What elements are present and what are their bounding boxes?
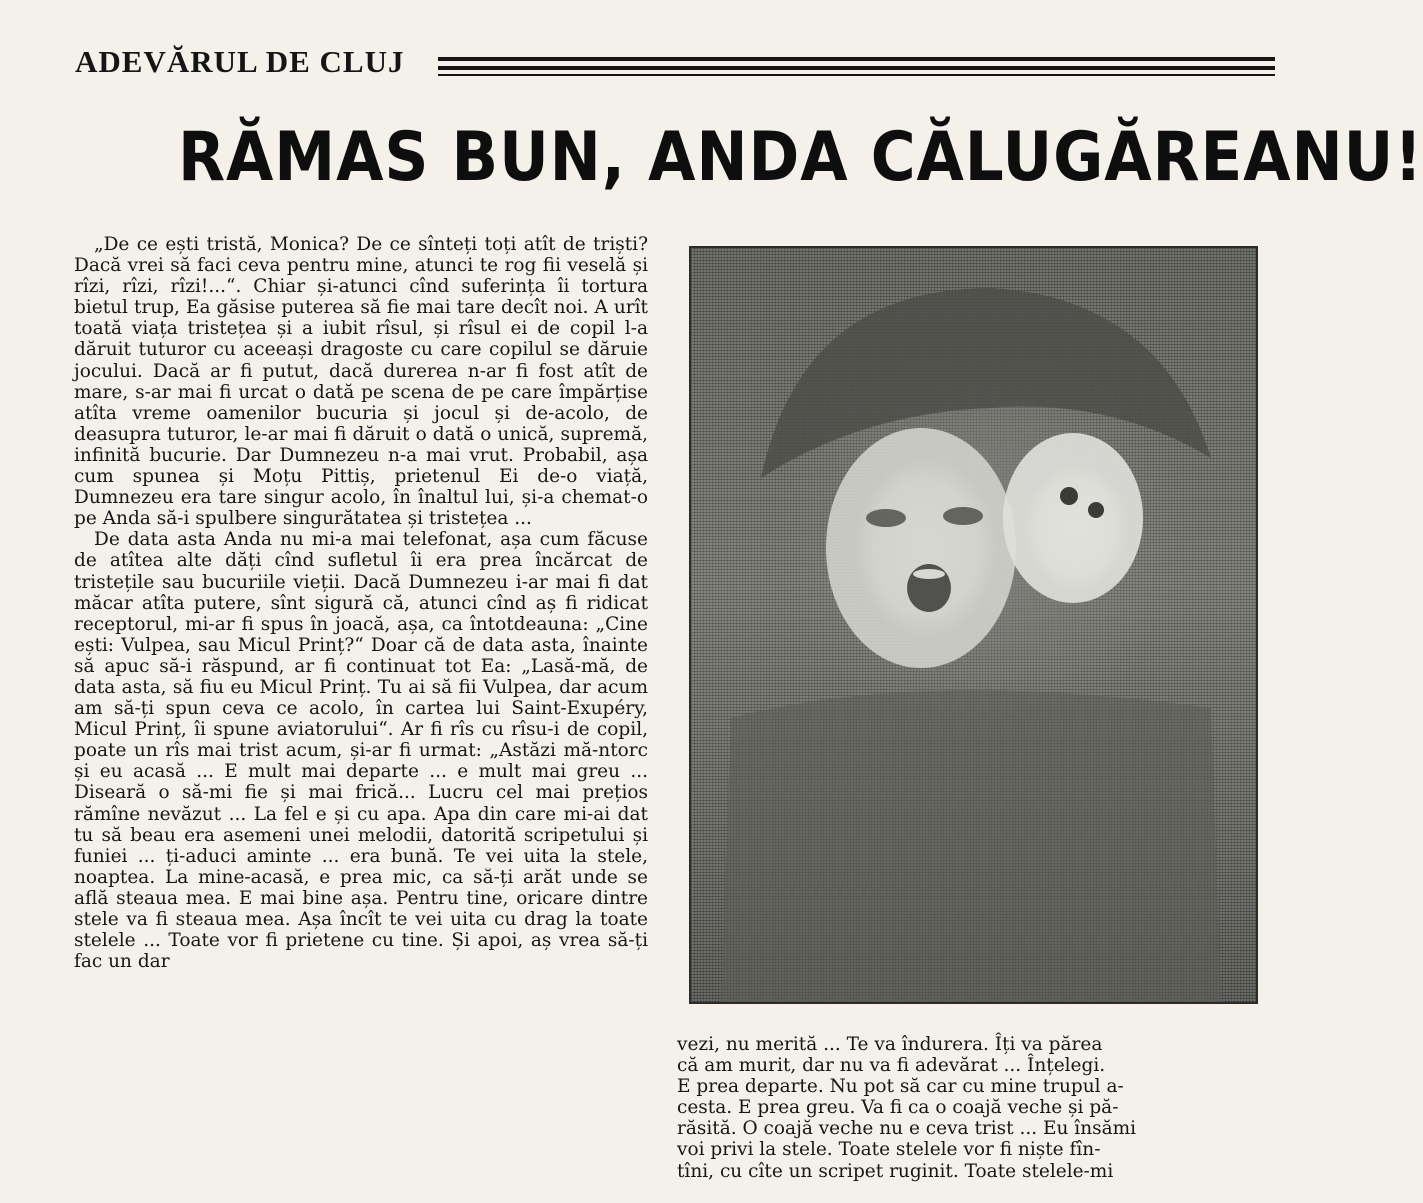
masthead-rule: [438, 57, 1275, 61]
article-line: răsită. O coajă veche nu e ceva trist ... Eu însămi: [677, 1118, 1137, 1140]
article-line: cesta. E prea greu. Va fi ca o coajă veche și pă-: [677, 1097, 1119, 1119]
article-line: E prea departe. Nu pot să car cu mine trupul a-: [677, 1076, 1124, 1098]
article-left-column: [74, 234, 648, 972]
article-line: tîni, cu cîte un scripet ruginit. Toate stelele-mi: [677, 1160, 1114, 1182]
article-line: că am murit, dar nu va fi adevărat ... Înțelegi.: [677, 1055, 1106, 1077]
article-line: voi privi la stele. Toate stelele vor fi niște fîn-: [677, 1139, 1101, 1161]
article-paragraph: „De ce ești tristă, Monica? De ce sînteți toți atît de triști? Dacă vrei să faci ceva pentru mine, atunci te rog fii veselă și rîzi, rîzi, rîzi!...“. Chiar și-atunci cînd suferința îi tortura bietul trup, Ea găsise puterea să fie mai tare decît noi. A urît toată viața tristețea și a iubit rîsul, și rîsul ei de copil l-a dăruit tuturor cu aceeași dragoste cu care copilul se dăruie jocului. Dacă ar fi putut, dacă durerea n-ar fi fost atît de mare, s-ar mai fi urcat o dată pe scena de pe care împărțise atîta vreme oamenilor bucuria și jocul și de-acolo, de deasupra tuturor, le-ar mai fi dăruit o dată o unică, supremă, infinită bucurie. Dar Dumnezeu n-a mai vrut. Probabil, așa cum spunea și Moțu Pittiș, prietenul Ei de-o viață, Dumnezeu era tare singur acolo, în înaltul lui, și-a chemat-o pe Anda să-i spulbere singurătatea și tristețea ...: [74, 234, 648, 530]
article-paragraph: De data asta Anda nu mi-a mai telefonat, așa cum făcuse de atîtea alte dăți cînd sufletul îi era prea încărcat de tristețile sau bucuriile vieții. Dacă Dumnezeu i-ar mai fi dat măcar atîta putere, sînt sigură că, atunci cînd aș fi ridicat receptorul, mi-ar fi spus în joacă, așa, ca întotdeauna: „Cine ești: Vulpea, sau Micul Prinț?“ Doar că de data asta, înainte să apuc să-i răspund, ar fi continuat tot Ea: „Lasă-mă, de data asta, să fiu eu Micul Prinț. Tu ai să fii Vulpea, dar acum am să-ți spun ceva ce acolo, în cartea lui Saint-Exupéry, Micul Prinț, îi spune aviatorului“. Ar fi rîs cu rîsu-i de copil, poate un rîs mai trist acum, și-ar fi urmat: „Astăzi mă-ntorc și eu acasă ... E mult mai departe ... e mult mai greu ... Diseară o să-mi fie și mai frică... Lucru cel mai prețios rămîne nevăzut ... La fel e și cu apa. Apa din care mi-ai dat tu să beau era asemeni unei melodii, datorită scripetului și funiei ... ți-aduci aminte ... era bună. Te vei uita la stele, noaptea. La mine-acasă, e prea mic, ca să-ți arăt unde se află steaua mea. E mai bine așa. Pentru tine, oricare dintre stele va fi steaua mea. Așa încît te vei uita cu drag la toate stelele ... Toate vor fi prietene cu tine. Și apoi, aș vrea să-ți fac un dar: [74, 529, 648, 973]
article-line: vezi, nu merită ... Te va îndurera. Îți va părea: [677, 1034, 1103, 1055]
masthead-rule: [438, 74, 1275, 76]
masthead: ADEVĂRUL DE CLUJ: [75, 44, 405, 79]
masthead-rule: [438, 66, 1275, 70]
headline: RĂMAS BUN, ANDA CĂLUGĂREANU!: [178, 118, 1423, 197]
article-right-column: [677, 1034, 1262, 1182]
portrait-photo-illustration: [691, 248, 1256, 1002]
portrait-photo: [689, 246, 1258, 1004]
